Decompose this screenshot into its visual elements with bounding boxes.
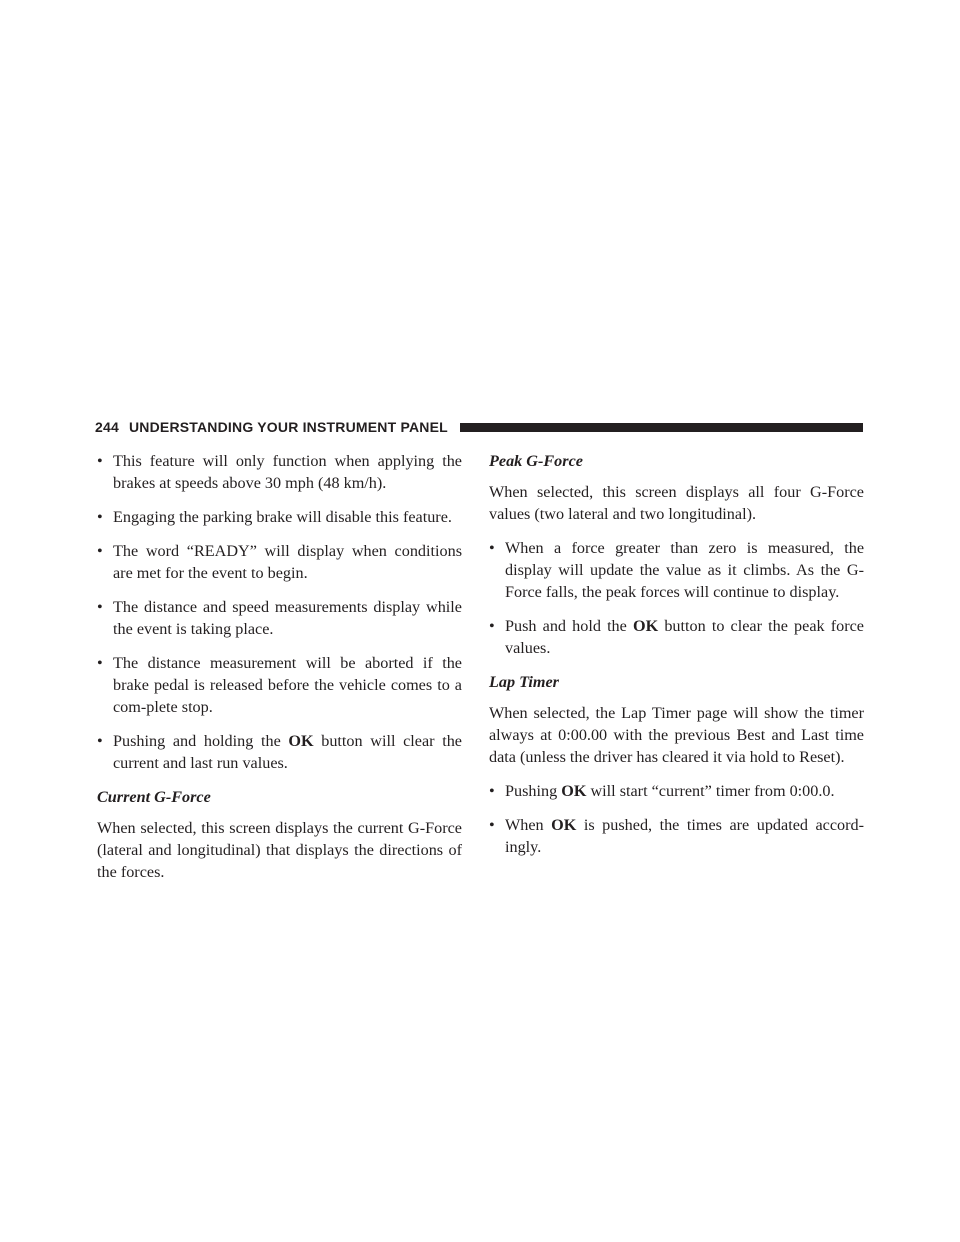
bullet-text-after: button will clear the current and last run values.	[113, 732, 462, 772]
page-header	[95, 418, 863, 436]
bullet-icon: •	[97, 598, 103, 616]
bullet-text-after: button to clear the peak force values.	[505, 617, 864, 657]
bullet-text: The distance and speed measurements display while the event is taking place.	[113, 598, 462, 638]
bullet-icon: •	[97, 508, 103, 526]
bullet-icon: •	[489, 816, 495, 834]
bullet-text: Engaging the parking brake will disable this feature.	[113, 508, 452, 526]
page-number: 244	[95, 419, 119, 435]
bullet-icon: •	[97, 732, 103, 750]
list-item	[97, 596, 462, 640]
ok-button-label: OK	[288, 732, 314, 750]
list-item	[97, 652, 462, 718]
bullet-icon: •	[97, 452, 103, 470]
bullet-text-after: is pushed, the times are updated accord-ingly.	[505, 816, 865, 856]
list-item	[97, 450, 462, 494]
bullet-text: The distance measurement will be aborted if the brake pedal is released before the vehicle comes to a com-plete stop.	[113, 654, 462, 716]
bullet-text-after: will start “current” timer from 0:00.0.	[586, 782, 835, 800]
ok-button-label: OK	[561, 782, 587, 800]
bullet-text-before: When	[505, 816, 552, 834]
list-item	[489, 814, 864, 858]
current-gforce-heading: Current G-Force	[97, 788, 211, 806]
peak-gforce-heading: Peak G-Force	[489, 452, 583, 470]
bullet-text-before: Pushing and holding the	[113, 732, 289, 750]
lap-timer-body: When selected, the Lap Timer page will show the timer always at 0:00.00 with the previous Best and Last time data (unless the driver has cleared it via hold to Reset).	[489, 704, 864, 766]
list-item	[97, 540, 462, 584]
right-column	[489, 450, 864, 870]
current-gforce-body: When selected, this screen displays the current G-Force (lateral and longitudinal) that displays the directions of the forces.	[97, 819, 462, 881]
bullet-text: When a force greater than zero is measured, the display will update the value as it climbs. As the G-Force falls, the peak forces will continue to display.	[505, 539, 864, 601]
bullet-text-before: Push and hold the	[505, 617, 633, 635]
list-item	[489, 780, 864, 802]
list-item	[97, 506, 462, 528]
bullet-icon: •	[489, 539, 495, 557]
list-item	[97, 730, 462, 774]
lap-timer-heading: Lap Timer	[489, 673, 559, 691]
list-item	[489, 537, 864, 603]
ok-button-label: OK	[632, 617, 659, 635]
list-item	[489, 615, 864, 659]
ok-button-label: OK	[551, 816, 577, 834]
header-rule	[460, 423, 863, 432]
bullet-text-before: Pushing	[505, 782, 562, 800]
section-title: UNDERSTANDING YOUR INSTRUMENT PANEL	[128, 419, 448, 435]
bullet-icon: •	[489, 782, 495, 800]
bullet-icon: •	[97, 654, 103, 672]
bullet-icon: •	[97, 542, 103, 560]
bullet-text: The word “READY” will display when conditions are met for the event to begin.	[113, 542, 462, 582]
bullet-text: This feature will only function when applying the brakes at speeds above 30 mph (48 km/h).	[113, 452, 462, 492]
left-column	[97, 450, 462, 895]
peak-gforce-body: When selected, this screen displays all four G-Force values (two lateral and two longitudinal).	[489, 483, 864, 523]
bullet-icon: •	[489, 617, 495, 635]
